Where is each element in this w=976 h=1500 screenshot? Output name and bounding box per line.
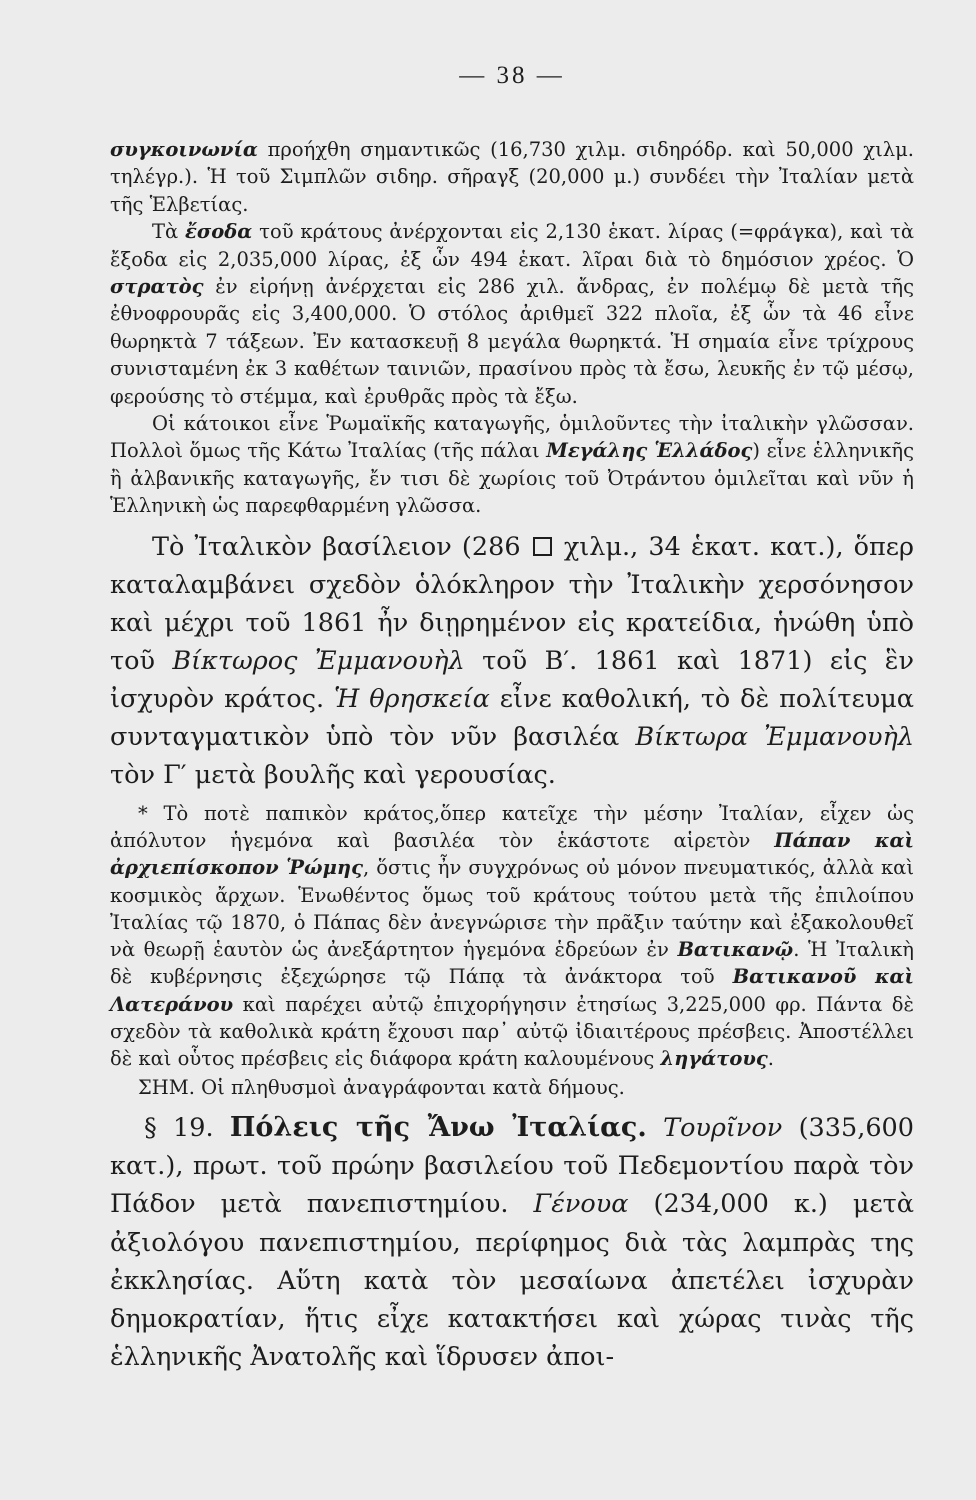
paragraph-kingdom: Τὸ Ἰταλικὸν βασίλειον (286 χιλμ., 34 ἑκατ. κατ.), ὅπερ καταλαμβάνει σχεδὸν ὁλόκληρον τὴν Ἰταλικὴν χερσόνησον καὶ μέχρι τοῦ 1861 ἦν διῃρημένον εἰς κρατείδια, ἡνώθη ὑπὸ τοῦ Βίκτωρος Ἐμμανουὴλ τοῦ Β′. 1861 καὶ 1871) εἰς ἓν ἰσχυρὸν κράτος. Ἡ θρησκεία εἶνε καθολική, τὸ δὲ πολίτευμα συνταγματικὸν ὑπὸ τὸν νῦν βασιλέα Βίκτωρα Ἐμμανουὴλ τὸν Γ′ μετὰ βουλῆς καὶ γερουσίας. [110, 531, 914, 790]
note-population: ΣΗΜ. Οἱ πληθυσμοὶ ἀναγράφονται κατὰ δήμους. [138, 1075, 625, 1099]
paragraph-communications: συγκοινωνία προήχθη σημαντικῶς (16,730 χιλμ. σιδηρόδρ. καὶ 50,000 χιλμ. τηλέγρ.). Ἡ τοῦ Σιμπλῶν σιδηρ. σῆραγξ (20,000 μ.) συνδέει τὴν Ἰταλίαν μετὰ τῆς Ἑλβετίας. [110, 138, 914, 216]
body-text-small [110, 136, 914, 520]
footnote [110, 800, 914, 1101]
paragraph-finances-army: Τὰ ἔσοδα τοῦ κράτους ἀνέρχονται εἰς 2,130 ἑκατ. λίρας (=φράγκα), καὶ τὰ ἔξοδα εἰς 2,035,000 λίρας, ἐξ ὧν 494 ἑκατ. λῖραι διὰ τὸ δημόσιον χρέος. Ὁ στρατὸς ἐν εἰρήνῃ ἀνέρχεται εἰς 286 χιλ. ἄνδρας, ἐν πολέμῳ δὲ μετὰ τῆς ἐθνοφρουρᾶς εἰς 3,400,000. Ὁ στόλος ἀριθμεῖ 322 πλοῖα, ἐξ ὧν τὰ 46 εἶνε θωρηκτὰ 7 τάξεων. Ἐν κατασκευῇ 8 μεγάλα θωρηκτά. Ἡ σημαία εἶνε τρίχρους συνισταμένη ἐκ 3 καθέτων ταινιῶν, πρασίνου πρὸς τὰ ἔσω, λευκῆς ἐν τῷ μέσῳ, φερούσης τὸ στέμμα, καὶ ἐρυθρᾶς πρὸς τὰ ἔξω. [110, 220, 914, 408]
section-title: Πόλεις τῆς Ἄνω Ἰταλίας. [229, 1111, 647, 1143]
section-19 [110, 1109, 914, 1376]
paragraph-inhabitants: Οἱ κάτοικοι εἶνε Ῥωμαϊκῆς καταγωγῆς, ὁμιλοῦντες τὴν ἰταλικὴν γλῶσσαν. Πολλοὶ ὅμως τῆς Κάτω Ἰταλίας (τῆς πάλαι Μεγάλης Ἑλλάδος) εἶνε ἑλληνικῆς ἢ ἀλβανικῆς καταγωγῆς, ἔν τισι δὲ χωρίοις τοῦ Ὀτράντου ὁμιλεῖται καὶ νῦν ἡ Ἑλληνικὴ ὡς παρεφθαρμένη γλῶσσα. [110, 412, 914, 518]
page-number: — 38 — [459, 62, 565, 89]
square-symbol-icon [533, 537, 552, 556]
footnote-papal-state: * Τὸ ποτὲ παπικὸν κράτος,ὅπερ κατεῖχε τὴν μέσην Ἰταλίαν, εἶχεν ὡς ἀπόλυτον ἡγεμόνα καὶ βασιλέα τὸν ἑκάστοτε αἱρετὸν Πάπαν καὶ ἀρχιεπίσκοπον Ῥώμης, ὅστις ἦν συγχρόνως οὐ μόνον πνευματικός, ἀλλὰ καὶ κοσμικὸς ἄρχων. Ἑνωθέντος ὅμως τοῦ κράτους τούτου μετὰ τῆς ἐπιλοίπου Ἰταλίας τῷ 1870, ὁ Πάπας δὲν ἀνεγνώρισε τὴν πρᾶξιν ταύτην καὶ ἐξακολουθεῖ νὰ θεωρῇ ἑαυτὸν ὡς ἀνεξάρτητον ἡγεμόνα ἑδρεύων ἐν Βατικανῷ. Ἡ Ἰταλικὴ δὲ κυβέρνησις ἐξεχώρησε τῷ Πάπᾳ τὰ ἀνάκτορα τοῦ Βατικανοῦ καὶ Λατεράνου καὶ παρέχει αὐτῷ ἐπιχορήγησιν ἐτησίως 3,225,000 φρ. Πάντα δὲ σχεδὸν τὰ καθολικὰ κράτη ἔχουσι παρ᾽ αὐτῷ ἰδιαιτέρους πρέσβεις. Ἀποστέλλει δὲ καὶ οὗτος πρέσβεις εἰς διάφορα κράτη καλουμένους ληγάτους. [110, 801, 914, 1071]
section-number: § 19. [144, 1112, 230, 1143]
body-text-large [110, 528, 914, 794]
section-paragraph: § 19. Πόλεις τῆς Ἄνω Ἰταλίας. Τουρῖνον (335,600 κατ.), πρωτ. τοῦ πρώην βασιλείου τοῦ Πεδεμοντίου παρὰ τὸν Πάδον μετὰ πανεπιστημίου. Γένουα (234,000 κ.) μετὰ ἀξιολόγου πανεπιστημίου, περίφημος διὰ τὰς λαμπρὰς της ἐκκλησίας. Αὕτη κατὰ τὸν μεσαίωνα ἀπετέλει ἰσχυρὰν δημοκρατίαν, ἥτις εἶχε κατακτήσει καὶ χώρας τινὰς τῆς ἑλληνικῆς Ἀνατολῆς καὶ ἵδρυσεν ἀποι- [110, 1111, 914, 1373]
